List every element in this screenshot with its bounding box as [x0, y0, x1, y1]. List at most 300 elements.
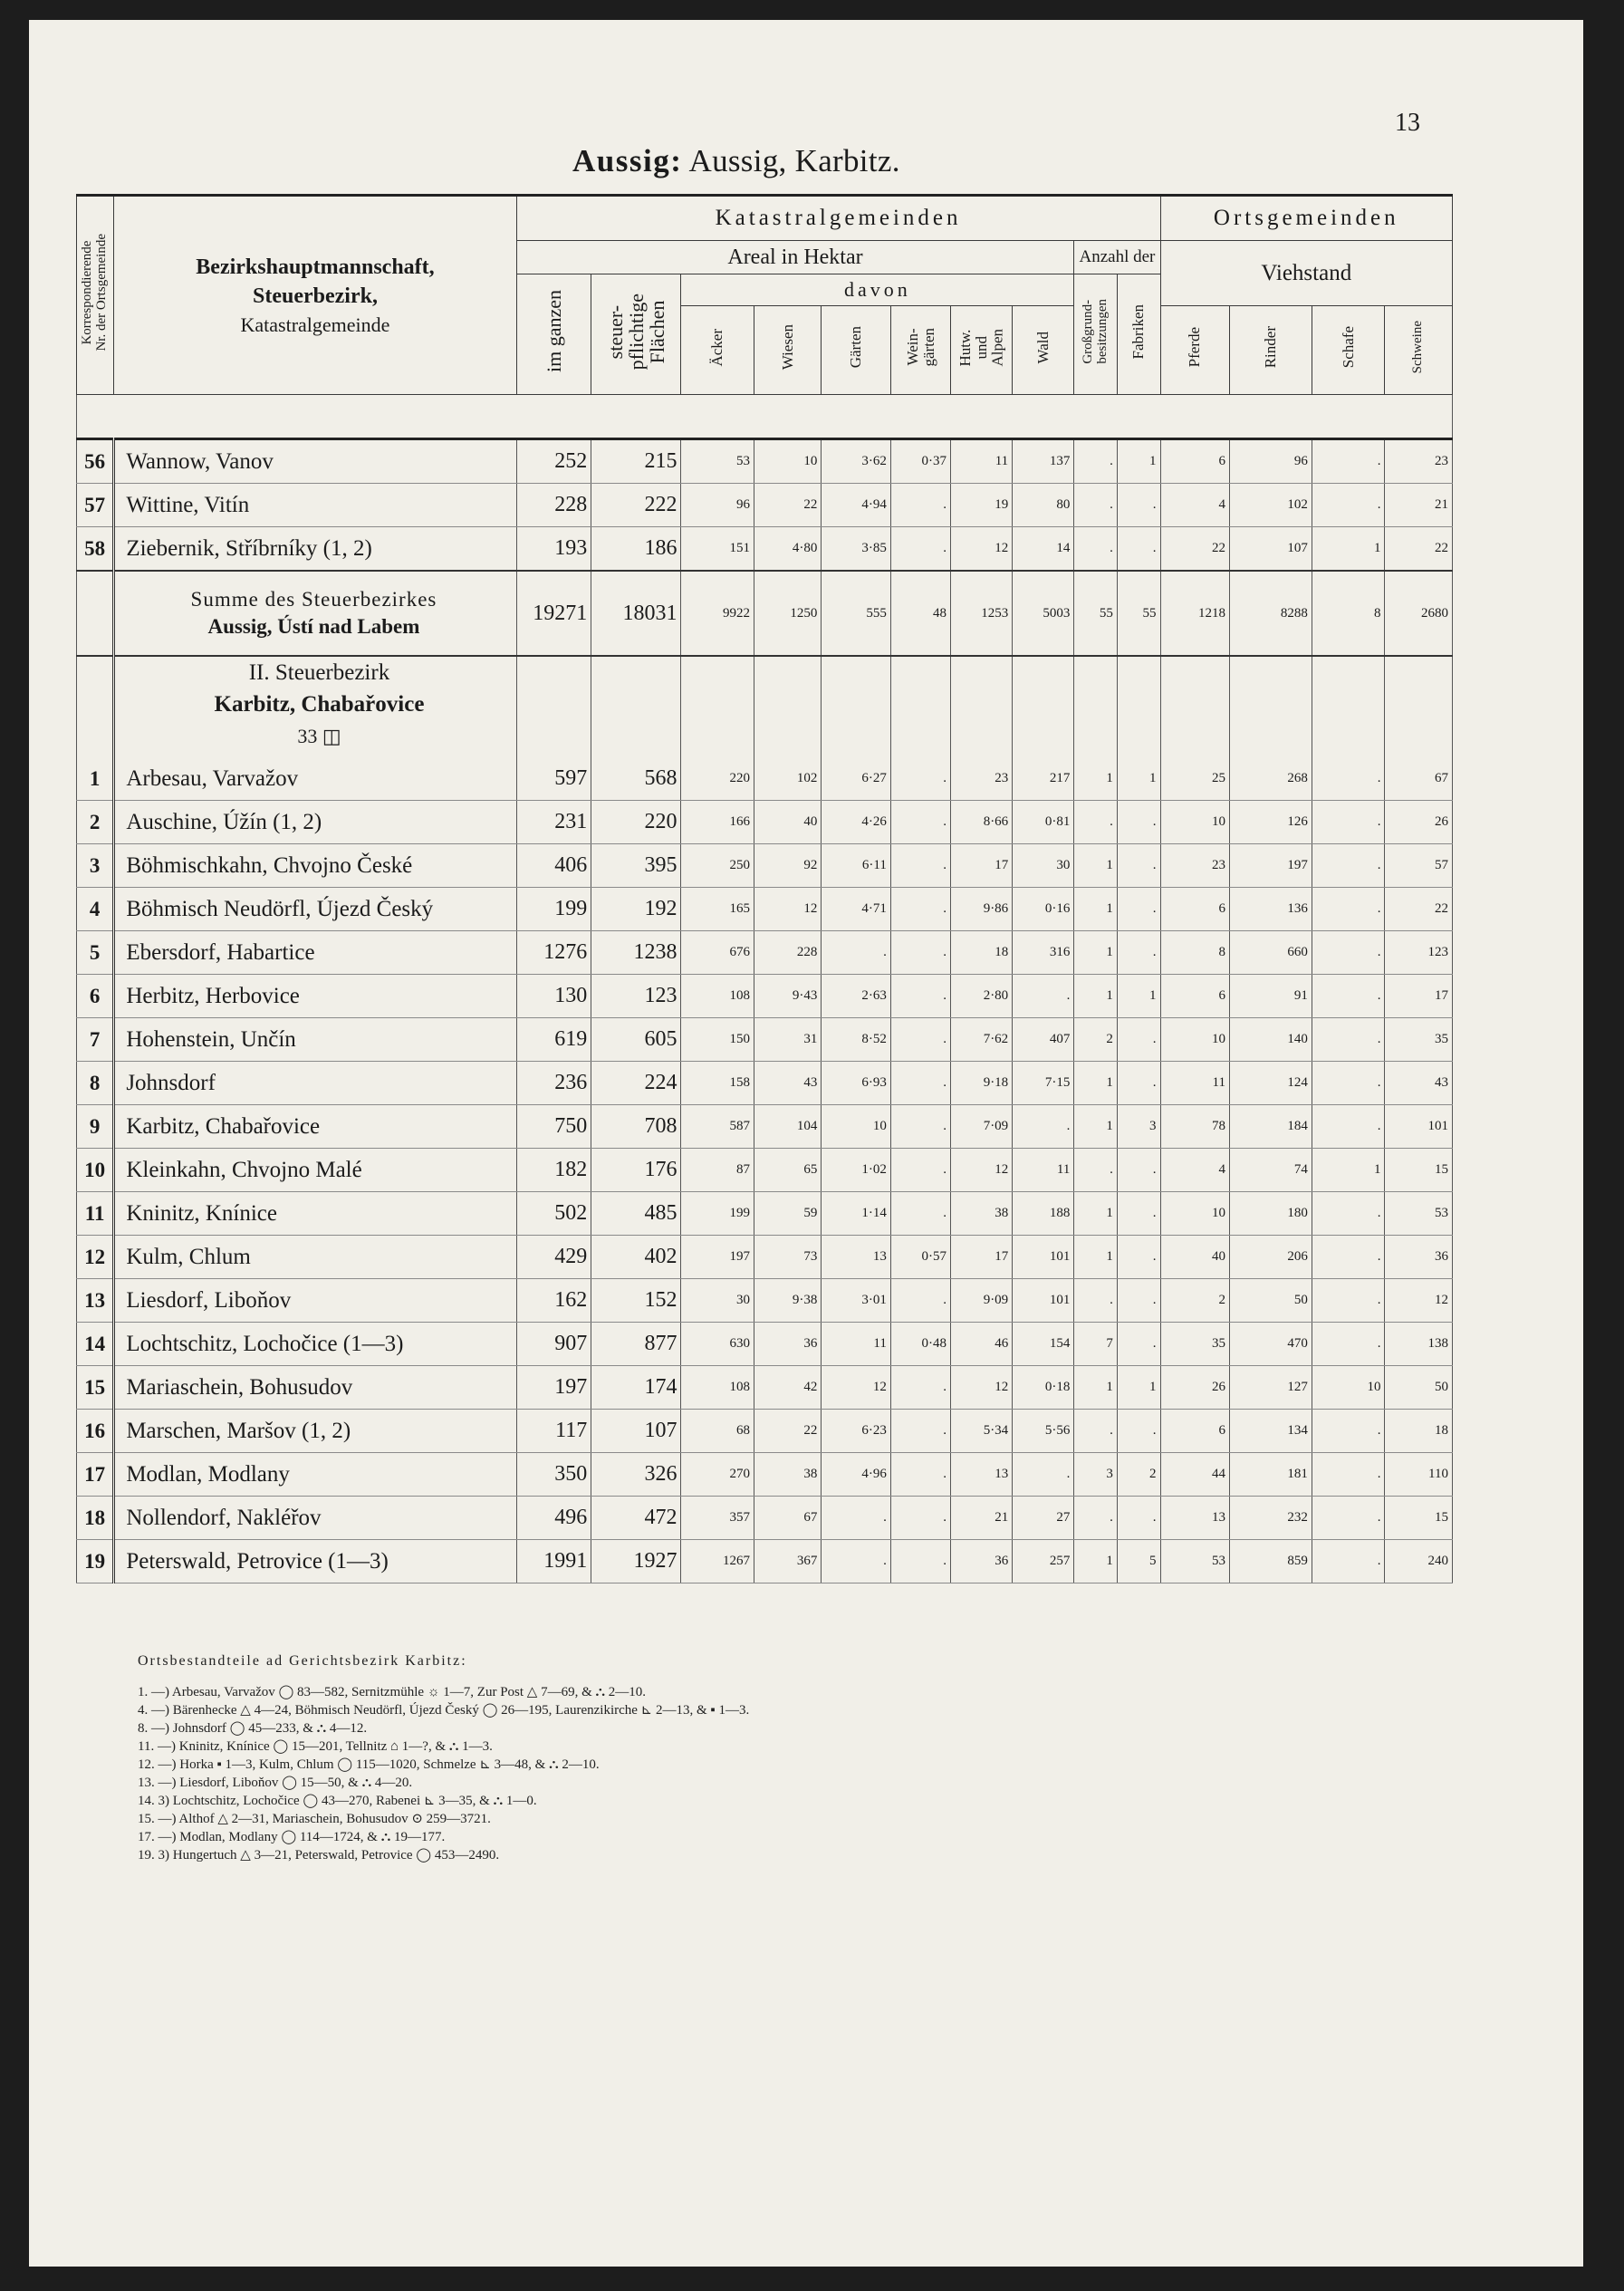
cell-value: 0·48: [890, 1323, 950, 1366]
cell-value: 101: [1385, 1105, 1453, 1149]
cell-value: 1: [1074, 931, 1118, 975]
cell-value: 140: [1229, 1018, 1312, 1062]
cell-value: 50: [1385, 1366, 1453, 1410]
cell-value: 6: [1160, 439, 1229, 484]
row-number: 56: [77, 439, 114, 484]
cell-value: 126: [1229, 801, 1312, 844]
cell-value: 6·27: [822, 757, 890, 801]
cell-value: .: [1312, 1453, 1385, 1497]
cell-value: 1: [1074, 757, 1118, 801]
cell-value: .: [1074, 527, 1118, 572]
cell-value: 30: [681, 1279, 754, 1323]
cell-value: .: [890, 484, 950, 527]
cell-value: 1: [1074, 844, 1118, 888]
cell-value: 605: [591, 1018, 681, 1062]
cell-value: 46: [951, 1323, 1013, 1366]
title-rest: Aussig, Karbitz.: [688, 143, 900, 178]
cell-value: 429: [516, 1236, 591, 1279]
cell-value: 1276: [516, 931, 591, 975]
row-name: Hohenstein, Unčín: [114, 1018, 516, 1062]
cell-value: 162: [516, 1279, 591, 1323]
cell-value: 4·80: [754, 527, 822, 572]
header-im-ganzen: im ganzen: [516, 274, 591, 395]
cell-value: .: [1117, 484, 1160, 527]
cell-value: 17: [951, 844, 1013, 888]
cell-value: 65: [754, 1149, 822, 1192]
cell-value: 96: [1229, 439, 1312, 484]
cell-value: 38: [951, 1192, 1013, 1236]
cell-value: .: [1074, 801, 1118, 844]
page-title: [572, 143, 900, 179]
cell-value: 472: [591, 1497, 681, 1540]
cell-value: 42: [754, 1366, 822, 1410]
table-row: [77, 527, 1453, 572]
row-name: Böhmischkahn, Chvojno České: [114, 844, 516, 888]
cell-value: 137: [1013, 439, 1074, 484]
cell-value: 10: [1160, 1018, 1229, 1062]
cell-value: 130: [516, 975, 591, 1018]
cell-value: 270: [681, 1453, 754, 1497]
header-aecker: Äcker: [681, 306, 754, 395]
cell-value: .: [1117, 844, 1160, 888]
table-row: [77, 484, 1453, 527]
table-row: [77, 1105, 1453, 1149]
cell-value: 2·63: [822, 975, 890, 1018]
cell-value: 11: [951, 439, 1013, 484]
cell-value: .: [1312, 844, 1385, 888]
cell-value: 215: [591, 439, 681, 484]
cell-value: .: [1074, 1149, 1118, 1192]
cell-value: 31: [754, 1018, 822, 1062]
header-pferde: Pferde: [1160, 306, 1229, 395]
table-row: [77, 1540, 1453, 1583]
cell-value: 1: [1074, 1540, 1118, 1583]
cell-value: 38: [754, 1453, 822, 1497]
footnotes: [138, 1652, 1406, 1864]
footnote-line: 15. —) Althof △ 2—31, Mariaschein, Bohusudov ⊙ 259—3721.: [138, 1812, 491, 1826]
cell-value: 152: [591, 1279, 681, 1323]
cell-value: 0·57: [890, 1236, 950, 1279]
cell-value: 1991: [516, 1540, 591, 1583]
header-orts: Ortsgemeinden: [1160, 196, 1452, 241]
cell-value: .: [1074, 1410, 1118, 1453]
cell-value: .: [890, 1192, 950, 1236]
cell-value: 4·96: [822, 1453, 890, 1497]
cell-value: 6: [1160, 975, 1229, 1018]
title-bold: Aussig:: [572, 143, 683, 178]
row-name: Marschen, Maršov (1, 2): [114, 1410, 516, 1453]
cell-value: 10: [1312, 1366, 1385, 1410]
cell-value: 182: [516, 1149, 591, 1192]
cell-value: 96: [681, 484, 754, 527]
cell-value: 158: [681, 1062, 754, 1105]
footnote-line: 1. —) Arbesau, Varvažov ◯ 83—582, Sernitzmühle ☼ 1—7, Zur Post △ 7—69, & ⛬ 2—10.: [138, 1685, 646, 1699]
cell-value: 12: [951, 1149, 1013, 1192]
cell-value: 26: [1160, 1366, 1229, 1410]
row-name: Auschine, Úžín (1, 2): [114, 801, 516, 844]
cell-value: .: [890, 757, 950, 801]
cell-value: .: [1117, 527, 1160, 572]
cell-value: 6: [1160, 1410, 1229, 1453]
header-fabriken: Fabriken: [1117, 274, 1160, 395]
cell-value: 217: [1013, 757, 1074, 801]
cell-value: 470: [1229, 1323, 1312, 1366]
table-row: [77, 975, 1453, 1018]
cell-value: .: [890, 888, 950, 931]
cell-value: 53: [681, 439, 754, 484]
cell-value: 859: [1229, 1540, 1312, 1583]
cell-value: .: [890, 1540, 950, 1583]
cell-value: 5: [1117, 1540, 1160, 1583]
table-row: [77, 844, 1453, 888]
cell-value: 5003: [1013, 571, 1074, 656]
cell-value: 4·94: [822, 484, 890, 527]
cell-value: .: [822, 1540, 890, 1583]
empty-cell: [1160, 656, 1229, 757]
cell-value: 236: [516, 1062, 591, 1105]
row-number: [77, 656, 114, 757]
cell-value: 123: [591, 975, 681, 1018]
cell-value: 19271: [516, 571, 591, 656]
cell-value: .: [1312, 888, 1385, 931]
table-row: [77, 1236, 1453, 1279]
cell-value: 9·18: [951, 1062, 1013, 1105]
cell-value: 4: [1160, 484, 1229, 527]
row-number: 19: [77, 1540, 114, 1583]
header-steuer: steuer- pflichtige Flächen: [591, 274, 681, 395]
cell-value: 127: [1229, 1366, 1312, 1410]
footnote-line: 14. 3) Lochtschitz, Lochočice ◯ 43—270, Rabenei ⊾ 3—35, & ⛬ 1—0.: [138, 1794, 537, 1808]
cell-value: 10: [754, 439, 822, 484]
cell-value: 350: [516, 1453, 591, 1497]
cell-value: 102: [1229, 484, 1312, 527]
cell-value: .: [1117, 888, 1160, 931]
cell-value: .: [890, 1366, 950, 1410]
cell-value: .: [1117, 1062, 1160, 1105]
cell-value: 19: [951, 484, 1013, 527]
cell-value: 568: [591, 757, 681, 801]
row-name: Mariaschein, Bohusudov: [114, 1366, 516, 1410]
cell-value: .: [1074, 1279, 1118, 1323]
cell-value: 1: [1074, 975, 1118, 1018]
cell-value: .: [1312, 484, 1385, 527]
cell-value: .: [1117, 931, 1160, 975]
cell-value: 1218: [1160, 571, 1229, 656]
cell-value: 587: [681, 1105, 754, 1149]
cell-value: 240: [1385, 1540, 1453, 1583]
cell-value: 5·56: [1013, 1410, 1074, 1453]
cell-value: 26: [1385, 801, 1453, 844]
cell-value: .: [1312, 1410, 1385, 1453]
cell-value: 40: [1160, 1236, 1229, 1279]
table-row: [77, 1062, 1453, 1105]
cell-value: 1: [1074, 888, 1118, 931]
cell-value: 12: [951, 1366, 1013, 1410]
cell-value: .: [1117, 1497, 1160, 1540]
cell-value: 9922: [681, 571, 754, 656]
row-name: Ebersdorf, Habartice: [114, 931, 516, 975]
cell-value: .: [1312, 1192, 1385, 1236]
header-bezirk: Bezirkshauptmannschaft, Steuerbezirk, Katastralgemeinde: [114, 196, 516, 395]
header-wald: Wald: [1013, 306, 1074, 395]
cell-value: 10: [1160, 801, 1229, 844]
cell-value: .: [1013, 1453, 1074, 1497]
cell-value: 1: [1074, 1105, 1118, 1149]
cell-value: 15: [1385, 1497, 1453, 1540]
cell-value: 1: [1074, 1366, 1118, 1410]
table-row: [77, 931, 1453, 975]
summary-label: Summe des Steuerbezirkes Aussig, Ústí nad Labem: [114, 571, 516, 656]
row-number: 17: [77, 1453, 114, 1497]
cell-value: .: [1312, 1540, 1385, 1583]
footnote-line: 17. —) Modlan, Modlany ◯ 114—1724, & ⛬ 19—177.: [138, 1830, 446, 1844]
cell-value: 18: [951, 931, 1013, 975]
cell-value: 43: [754, 1062, 822, 1105]
cell-value: 619: [516, 1018, 591, 1062]
cell-value: 4·26: [822, 801, 890, 844]
cell-value: 184: [1229, 1105, 1312, 1149]
cell-value: 25: [1160, 757, 1229, 801]
row-number: 13: [77, 1279, 114, 1323]
cell-value: 660: [1229, 931, 1312, 975]
row-name: Wannow, Vanov: [114, 439, 516, 484]
cell-value: 676: [681, 931, 754, 975]
cell-value: 107: [591, 1410, 681, 1453]
table-row: [77, 757, 1453, 801]
empty-cell: [1229, 656, 1312, 757]
cell-value: 4: [1160, 1149, 1229, 1192]
cell-value: 21: [1385, 484, 1453, 527]
cell-value: 9·09: [951, 1279, 1013, 1323]
cell-value: 23: [1385, 439, 1453, 484]
cell-value: 7·15: [1013, 1062, 1074, 1105]
cell-value: 43: [1385, 1062, 1453, 1105]
cell-value: 13: [951, 1453, 1013, 1497]
cell-value: 2: [1160, 1279, 1229, 1323]
header-areal: Areal in Hektar: [516, 241, 1074, 274]
cell-value: 40: [754, 801, 822, 844]
empty-cell: [1117, 656, 1160, 757]
cell-value: 326: [591, 1453, 681, 1497]
row-name: Ziebernik, Stříbrníky (1, 2): [114, 527, 516, 572]
cell-value: 53: [1160, 1540, 1229, 1583]
cell-value: 53: [1385, 1192, 1453, 1236]
cell-value: 80: [1013, 484, 1074, 527]
cell-value: 2680: [1385, 571, 1453, 656]
header-weingaerten: Wein- gärten: [890, 306, 950, 395]
cell-value: 8·66: [951, 801, 1013, 844]
table-row: [77, 1018, 1453, 1062]
cell-value: 2: [1074, 1018, 1118, 1062]
cell-value: 1: [1074, 1236, 1118, 1279]
row-name: Liesdorf, Liboňov: [114, 1279, 516, 1323]
empty-cell: [681, 656, 754, 757]
cell-value: .: [1013, 975, 1074, 1018]
table-row: [77, 1410, 1453, 1453]
table-row: [77, 801, 1453, 844]
cell-value: .: [890, 1062, 950, 1105]
cell-value: 10: [1160, 1192, 1229, 1236]
row-name: Lochtschitz, Lochočice (1—3): [114, 1323, 516, 1366]
row-name: Peterswald, Petrovice (1—3): [114, 1540, 516, 1583]
cell-value: 6: [1160, 888, 1229, 931]
cell-value: 6·23: [822, 1410, 890, 1453]
empty-cell: [591, 656, 681, 757]
row-number: 1: [77, 757, 114, 801]
table-row: [77, 1192, 1453, 1236]
cell-value: 181: [1229, 1453, 1312, 1497]
cell-value: 6·93: [822, 1062, 890, 1105]
cell-value: 1: [1074, 1062, 1118, 1105]
cell-value: 36: [754, 1323, 822, 1366]
cell-value: 108: [681, 975, 754, 1018]
cell-value: 57: [1385, 844, 1453, 888]
header-hutw: Hutw. und Alpen: [951, 306, 1013, 395]
cell-value: 117: [516, 1410, 591, 1453]
row-number: [77, 571, 114, 656]
cell-value: .: [890, 1018, 950, 1062]
header-anzahl: Anzahl der: [1074, 241, 1160, 274]
cell-value: 7·09: [951, 1105, 1013, 1149]
cell-value: 6·11: [822, 844, 890, 888]
footnote-line: 8. —) Johnsdorf ◯ 45—233, & ⛬ 4—12.: [138, 1721, 368, 1736]
cell-value: .: [890, 844, 950, 888]
row-number: 5: [77, 931, 114, 975]
cell-value: 44: [1160, 1453, 1229, 1497]
cell-value: 8: [1160, 931, 1229, 975]
cell-value: 27: [1013, 1497, 1074, 1540]
section-row: [77, 656, 1453, 757]
row-number: 12: [77, 1236, 114, 1279]
cell-value: 8·52: [822, 1018, 890, 1062]
table-row: [77, 1366, 1453, 1410]
cell-value: 406: [516, 844, 591, 888]
footnote-line: 12. —) Horka ▪ 1—3, Kulm, Chlum ◯ 115—1020, Schmelze ⊾ 3—48, & ⛬ 2—10.: [138, 1757, 600, 1772]
cell-value: 134: [1229, 1410, 1312, 1453]
cell-value: 17: [1385, 975, 1453, 1018]
cell-value: 59: [754, 1192, 822, 1236]
cell-value: 2·80: [951, 975, 1013, 1018]
cell-value: 14: [1013, 527, 1074, 572]
empty-cell: [1312, 656, 1385, 757]
cell-value: 193: [516, 527, 591, 572]
cell-value: 250: [681, 844, 754, 888]
row-name: Arbesau, Varvažov: [114, 757, 516, 801]
cell-value: 395: [591, 844, 681, 888]
cell-value: 12: [754, 888, 822, 931]
row-name: Herbitz, Herbovice: [114, 975, 516, 1018]
cell-value: 12: [951, 527, 1013, 572]
cell-value: 708: [591, 1105, 681, 1149]
cell-value: 68: [681, 1410, 754, 1453]
row-number: 10: [77, 1149, 114, 1192]
cell-value: 199: [681, 1192, 754, 1236]
cell-value: 1250: [754, 571, 822, 656]
cell-value: 496: [516, 1497, 591, 1540]
row-number: 11: [77, 1192, 114, 1236]
cell-value: .: [890, 1279, 950, 1323]
table-row: [77, 888, 1453, 931]
cell-value: 176: [591, 1149, 681, 1192]
empty-cell: [1074, 656, 1118, 757]
cell-value: 22: [1160, 527, 1229, 572]
cell-value: .: [1117, 1192, 1160, 1236]
cell-value: 3·01: [822, 1279, 890, 1323]
page-number: 13: [1395, 109, 1420, 137]
cell-value: 154: [1013, 1323, 1074, 1366]
cell-value: .: [1312, 1497, 1385, 1540]
cell-value: .: [1117, 1323, 1160, 1366]
cell-value: 123: [1385, 931, 1453, 975]
cell-value: .: [1074, 439, 1118, 484]
cell-value: 92: [754, 844, 822, 888]
cell-value: 750: [516, 1105, 591, 1149]
cell-value: .: [1117, 801, 1160, 844]
row-number: 18: [77, 1497, 114, 1540]
cell-value: 17: [951, 1236, 1013, 1279]
cell-value: 188: [1013, 1192, 1074, 1236]
cell-value: 1: [1312, 527, 1385, 572]
cell-value: 228: [754, 931, 822, 975]
cell-value: 232: [1229, 1497, 1312, 1540]
cell-value: 231: [516, 801, 591, 844]
cell-value: .: [1074, 1497, 1118, 1540]
row-name: Karbitz, Chabařovice: [114, 1105, 516, 1149]
cell-value: 0·81: [1013, 801, 1074, 844]
cell-value: 197: [516, 1366, 591, 1410]
row-number: 58: [77, 527, 114, 572]
row-number: 6: [77, 975, 114, 1018]
cell-value: 316: [1013, 931, 1074, 975]
empty-cell: [1013, 656, 1074, 757]
statistics-table: [76, 194, 1453, 1583]
cell-value: 180: [1229, 1192, 1312, 1236]
row-number: 2: [77, 801, 114, 844]
cell-value: .: [1117, 1149, 1160, 1192]
cell-value: 220: [681, 757, 754, 801]
cell-value: .: [1312, 801, 1385, 844]
footnote-line: 4. —) Bärenhecke △ 4—24, Böhmisch Neudörfl, Újezd Český ◯ 26—195, Laurenzikirche ⊾ 2—13, & ▪ 1—3.: [138, 1703, 750, 1718]
empty-cell: [754, 656, 822, 757]
cell-value: .: [1312, 757, 1385, 801]
cell-value: .: [1117, 1018, 1160, 1062]
cell-value: 1·14: [822, 1192, 890, 1236]
empty-cell: [516, 656, 591, 757]
cell-value: .: [1312, 1236, 1385, 1279]
cell-value: .: [890, 1497, 950, 1540]
cell-value: 104: [754, 1105, 822, 1149]
cell-value: 8288: [1229, 571, 1312, 656]
cell-value: .: [1312, 1323, 1385, 1366]
cell-value: 22: [754, 484, 822, 527]
cell-value: 877: [591, 1323, 681, 1366]
header-viehstand: Viehstand: [1160, 241, 1452, 306]
cell-value: 402: [591, 1236, 681, 1279]
cell-value: 597: [516, 757, 591, 801]
cell-value: 11: [1013, 1149, 1074, 1192]
cell-value: .: [890, 801, 950, 844]
header-rinder: Rinder: [1229, 306, 1312, 395]
cell-value: 35: [1160, 1323, 1229, 1366]
cell-value: 3·62: [822, 439, 890, 484]
cell-value: 23: [951, 757, 1013, 801]
cell-value: 102: [754, 757, 822, 801]
cell-value: 67: [754, 1497, 822, 1540]
cell-value: 35: [1385, 1018, 1453, 1062]
row-number: 4: [77, 888, 114, 931]
summary-row: [77, 571, 1453, 656]
cell-value: .: [1117, 1410, 1160, 1453]
